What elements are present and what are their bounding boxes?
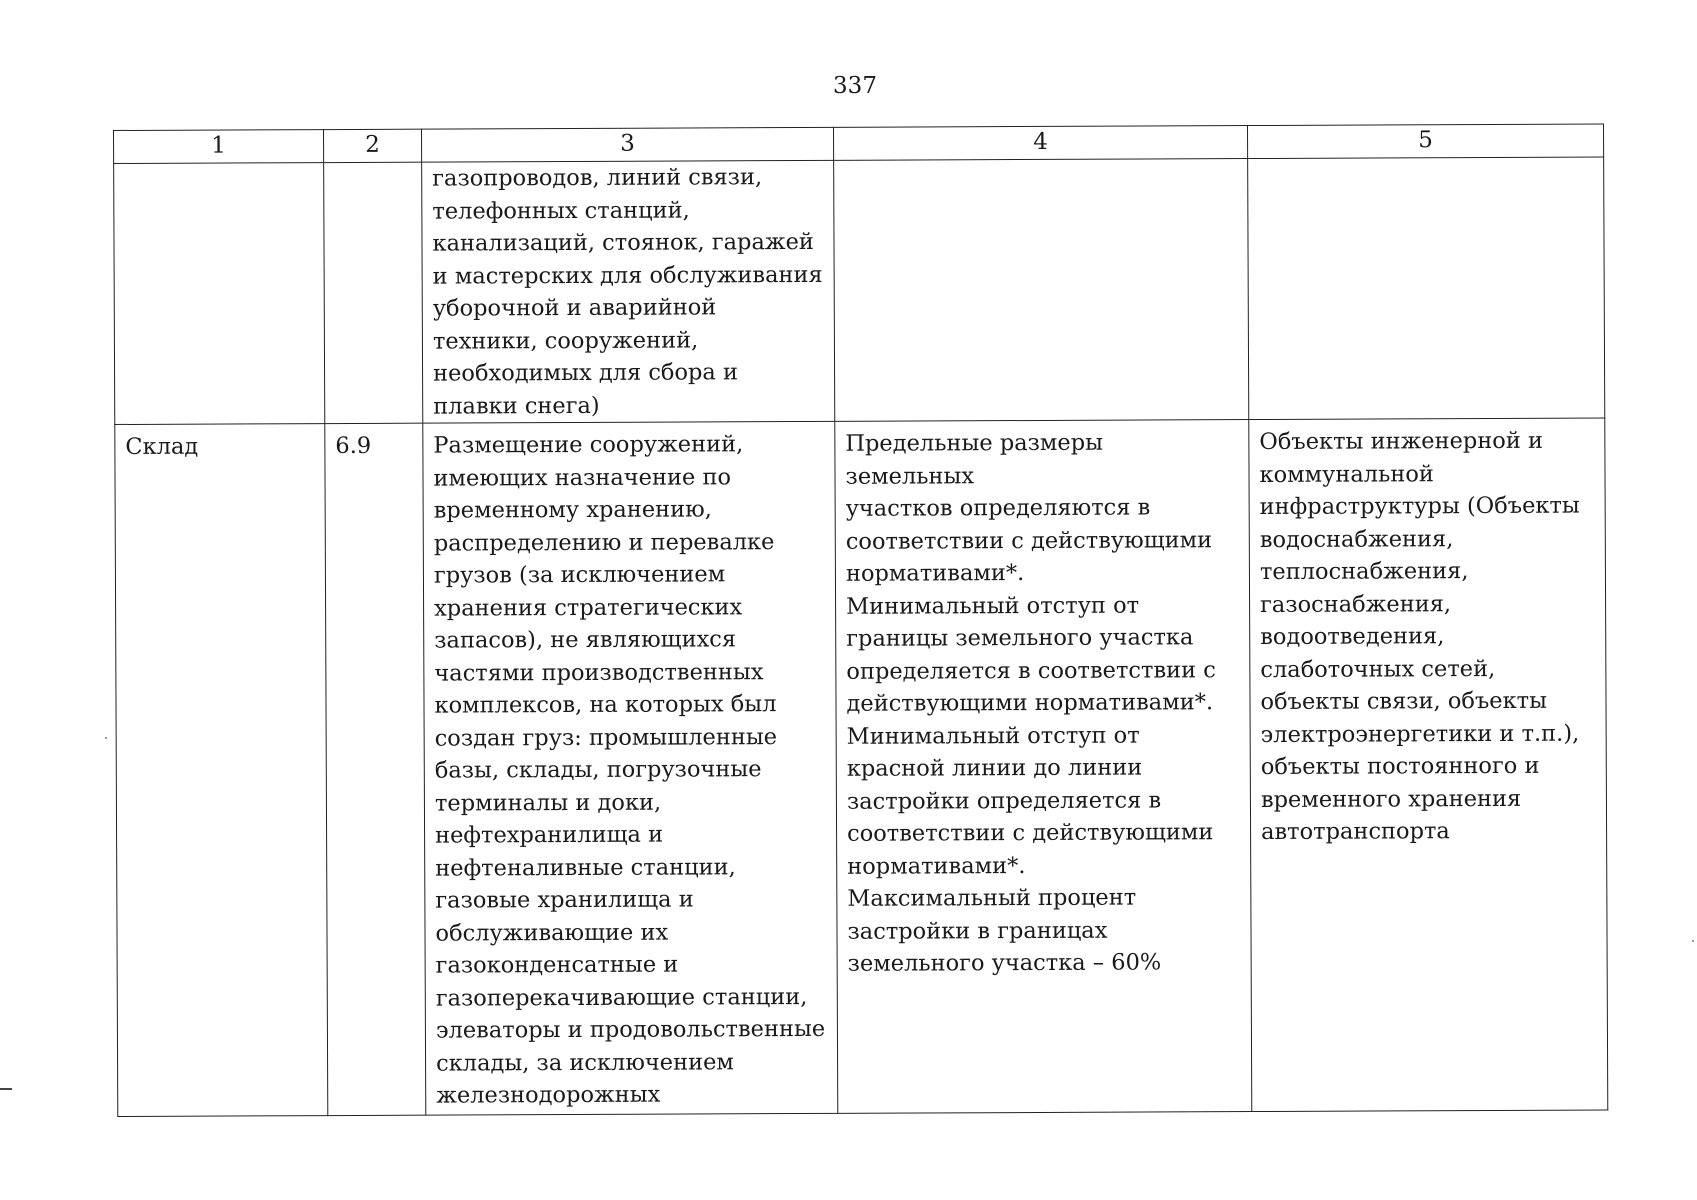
header-cell-4: 4 [833,126,1247,161]
header-cell-5: 5 [1247,124,1603,159]
cell-text: Размещение сооружений, имеющих назначение по временному хранению, распределению и перевалке грузов (за исключением хранения стратегических запасов), не являющихся частями производственных комплексов, на которых был создан груз: промышленные базы, склады, погрузочные терминалы и доки, нефтехранилища и нефтеналивные станции, газовые хранилища и обслуживающие их газоконденсатные и газоперекачивающие станции, элеваторы и продовольственные склады, за исключением железнодорожных [433,431,826,1109]
header-cell-3: 3 [421,127,833,162]
cell-auxiliary-uses [1249,418,1608,1112]
cell-use-name [114,163,325,425]
table-row-warehouse [115,418,1608,1116]
table-row-continuation [114,157,1605,424]
scan-speck [105,737,107,739]
cell-parameters [834,159,1249,422]
cell-text [1258,158,1593,159]
cell-parameters [835,420,1252,1114]
cell-use-code [325,423,426,1115]
cell-use-code [324,162,423,423]
cell-auxiliary-uses [1248,157,1605,420]
page-number: 337 [833,73,877,99]
header-cell-1: 1 [114,130,324,164]
cell-text: Объекты инженерной и коммунальной инфраструктуры (Объекты водоснабжения, теплоснабжения, газоснабжения, водоотведения, слаботочных сетей, объекты связи, объекты электроэнергетики и т.п.), объекты постоянного и временного хранения автотранспорта [1259,427,1580,845]
scan-speck [1692,940,1694,942]
cell-text [124,163,313,164]
cell-text: Предельные размеры земельных участков определяются в соответствии с действующими нормативами*. Минимальный отступ от границы земельного участка определяется в соответствии с действующими нормативами*. Минимальный отступ от красной линии до линии застройки определяется в соответствии с действующими нормативами*. Максимальный процент застройки в границах земельного участка – 60% [845,429,1216,977]
cell-text [844,159,1237,161]
scan-edge-mark [0,1088,12,1090]
cell-text: Склад [125,433,199,460]
cell-use-description [423,421,838,1115]
cell-text: 6.9 [335,432,372,460]
cell-use-description [422,160,835,423]
cell-text: газопроводов, линий связи, телефонных станций, канализаций, стоянок, гаражей и мастерских для обслуживания уборочной и аварийной техники, сооружений, необходимых для сбора и плавки снега) [432,164,823,420]
cell-use-name [115,424,328,1117]
land-use-table [113,123,1608,1116]
header-cell-2: 2 [324,129,422,162]
